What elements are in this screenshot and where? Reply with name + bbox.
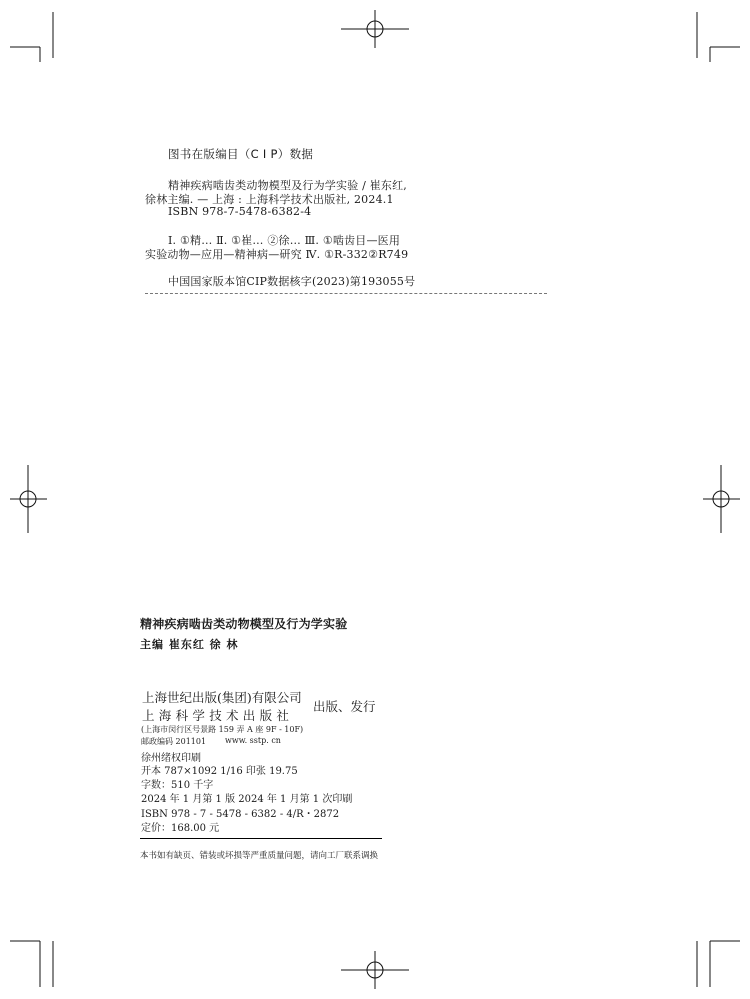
website: www. sstp. cn xyxy=(225,736,281,745)
cip-number: 中国国家版本馆CIP数据核字(2023)第193055号 xyxy=(168,275,416,288)
cip-heading: 图书在版编目（C I P）数据 xyxy=(168,147,314,161)
registration-target-top xyxy=(341,10,409,48)
cip-line-classification-1: Ⅰ. ①精… Ⅱ. ①崔… ②徐… Ⅲ. ①啮齿目—医用 xyxy=(168,234,401,247)
publisher-group: 上海世纪出版(集团)有限公司 xyxy=(142,690,302,705)
quality-notice: 本书如有缺页、错装或坏损等严重质量问题，请向工厂联系调换 xyxy=(140,851,379,861)
cip-divider xyxy=(145,293,547,294)
colophon-isbn: ISBN 978 - 7 - 5478 - 6382 - 4/R・2872 xyxy=(141,809,340,820)
printer: 徐州绪权印刷 xyxy=(141,753,201,764)
cip-line-title: 精神疾病啮齿类动物模型及行为学实验 / 崔东红, xyxy=(168,179,407,192)
book-format: 开本 787×1092 1/16 印张 19.75 xyxy=(141,766,298,777)
colophon-rule xyxy=(140,838,382,839)
edition-info: 2024 年 1 月第 1 版 2024 年 1 月第 1 次印刷 xyxy=(141,794,353,805)
editors-line: 主编 崔东红 徐 林 xyxy=(140,638,239,651)
cip-line-isbn: ISBN 978-7-5478-6382-4 xyxy=(168,205,312,218)
registration-target-bottom xyxy=(341,951,409,989)
book-title: 精神疾病啮齿类动物模型及行为学实验 xyxy=(140,617,348,631)
cip-line-editors-publisher: 徐林主编. — 上海 : 上海科学技术出版社, 2024.1 xyxy=(145,193,394,206)
price: 定价：168.00 元 xyxy=(141,823,220,834)
publish-and-distribute: 出版、发行 xyxy=(313,699,376,714)
word-count: 字数：510 千字 xyxy=(141,780,214,791)
registration-target-left xyxy=(10,465,47,533)
publisher-name: 上海科学技术出版社 xyxy=(142,708,294,723)
registration-target-right xyxy=(703,465,740,533)
postcode: 邮政编码 201101 xyxy=(141,737,207,746)
cip-line-classification-2: 实验动物—应用—精神病—研究 Ⅳ. ①R-332②R749 xyxy=(145,248,409,261)
publisher-address: (上海市闵行区号景路 159 弄 A 座 9F - 10F) xyxy=(141,725,304,734)
